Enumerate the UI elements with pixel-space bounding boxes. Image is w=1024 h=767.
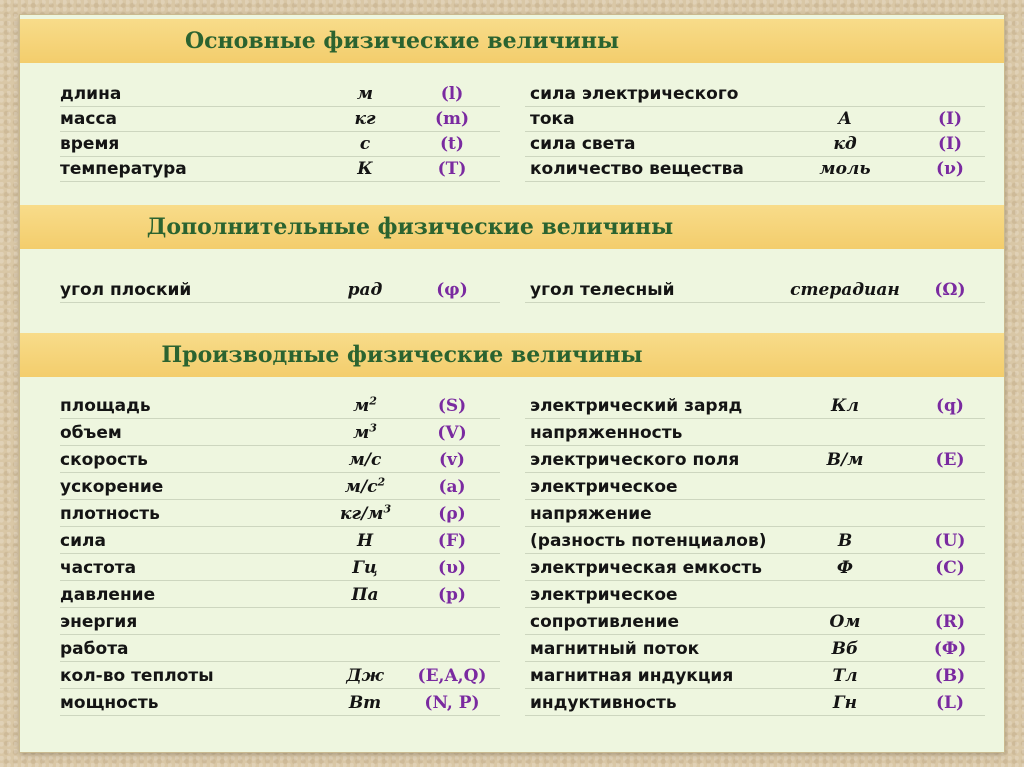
quantity-name: [60, 474, 163, 501]
quantity-name-text: количество вещества: [530, 159, 744, 179]
row-divider: [525, 634, 985, 635]
unit-symbol-text: Ф: [836, 558, 854, 578]
row-divider: [60, 607, 500, 608]
quantity-name-text: масса: [60, 109, 117, 129]
quantity-symbol: [920, 582, 980, 609]
quantity-symbol-text: (I): [937, 134, 963, 154]
unit-symbol: [340, 156, 390, 183]
quantity-name: [60, 609, 137, 636]
unit-symbol: [780, 420, 910, 447]
quantity-name-text: электрическое: [530, 477, 678, 497]
quantity-symbol: [404, 609, 500, 636]
section-header-additional: [20, 205, 1004, 249]
quantity-symbol-text: (Ω): [934, 280, 966, 300]
quantity-name-text: электрическое: [530, 585, 678, 605]
quantity-name: [530, 81, 738, 108]
unit-symbol-text: м: [353, 423, 370, 443]
quantity-name: [530, 106, 575, 133]
row-divider: [60, 715, 500, 716]
quantity-name-text: сила: [60, 531, 106, 551]
unit-symbol: [340, 609, 390, 636]
quantity-symbol: [920, 156, 980, 183]
quantity-name-text: магнитный поток: [530, 639, 700, 659]
quantity-symbol-text: (v): [439, 450, 465, 470]
quantity-name: [530, 447, 739, 474]
unit-symbol-text: м/с: [344, 477, 378, 497]
row-divider: [60, 688, 500, 689]
quantity-symbol-text: (C): [935, 558, 965, 578]
quantity-symbol-text: (B): [934, 666, 966, 686]
table-row: [20, 420, 1004, 447]
table-row: [20, 474, 1004, 501]
unit-symbol-text: Кл: [831, 396, 859, 416]
quantity-symbol: [920, 474, 980, 501]
quantity-symbol: [404, 277, 500, 304]
quantity-name-text: напряжение: [530, 504, 652, 524]
unit-symbol: [340, 420, 390, 447]
quantity-name: [530, 131, 636, 158]
quantity-symbol: [404, 690, 500, 717]
quantity-symbol: [920, 81, 980, 108]
unit-symbol: [340, 393, 390, 420]
quantity-name: [530, 474, 678, 501]
quantity-name-text: энергия: [60, 612, 138, 632]
quantity-symbol-text: (U): [934, 531, 966, 551]
unit-symbol-text: Вт: [348, 693, 382, 713]
unit-symbol-text: кг/м: [340, 504, 384, 524]
row-divider: [525, 688, 985, 689]
quantity-name-text: плотность: [60, 504, 160, 524]
quantity-symbol: [920, 131, 980, 158]
row-divider: [60, 181, 500, 182]
quantity-symbol-text: (p): [438, 585, 466, 605]
row-divider: [525, 499, 985, 500]
quantity-symbol-text: (φ): [436, 280, 468, 300]
quantity-name: [60, 636, 129, 663]
unit-symbol-exponent: 2: [377, 475, 386, 489]
quantity-name-text: мощность: [60, 693, 159, 713]
row-divider: [60, 499, 500, 500]
quantity-name: [60, 131, 119, 158]
quantity-name: [530, 555, 762, 582]
row-divider: [525, 181, 985, 182]
quantity-symbol: [404, 528, 500, 555]
row-divider: [525, 553, 985, 554]
table-row: [20, 555, 1004, 582]
unit-symbol: [780, 636, 910, 663]
unit-symbol: [780, 447, 910, 474]
quantity-symbol-text: (l): [440, 84, 464, 104]
quantity-name: [60, 447, 148, 474]
quantity-symbol-text: (a): [438, 477, 466, 497]
unit-symbol-text: К: [357, 159, 373, 179]
unit-symbol-text: Гн: [832, 693, 858, 713]
section-title-basic: Основные физические величины: [185, 28, 619, 54]
row-divider: [525, 472, 985, 473]
unit-symbol: [780, 501, 910, 528]
table-row: [20, 663, 1004, 690]
row-divider: [60, 472, 500, 473]
quantity-symbol-text: (υ): [438, 558, 466, 578]
quantity-symbol: [404, 131, 500, 158]
quantity-name-text: температура: [60, 159, 187, 179]
quantity-name: [530, 609, 679, 636]
quantity-symbol: [404, 447, 500, 474]
row-divider: [525, 661, 985, 662]
unit-symbol-text: кд: [833, 134, 857, 154]
unit-symbol: [340, 582, 390, 609]
unit-symbol: [340, 106, 390, 133]
table-row: [20, 131, 1004, 158]
quantity-name-text: индуктивность: [530, 693, 677, 713]
quantity-symbol-text: (m): [434, 109, 470, 129]
quantity-name-text: магнитная индукция: [530, 666, 734, 686]
row-divider: [525, 580, 985, 581]
unit-symbol: [780, 81, 910, 108]
unit-symbol-text: Дж: [346, 666, 384, 686]
quantity-symbol: [920, 106, 980, 133]
unit-symbol-text: стерадиан: [790, 280, 900, 300]
quantity-symbol: [920, 420, 980, 447]
unit-symbol: [340, 277, 390, 304]
quantity-symbol-text: (V): [437, 423, 467, 443]
quantity-name-text: электрический заряд: [530, 396, 743, 416]
unit-symbol: [780, 663, 910, 690]
row-divider: [525, 715, 985, 716]
unit-symbol-text: м/с: [348, 450, 382, 470]
unit-symbol: [340, 81, 390, 108]
unit-symbol: [340, 636, 390, 663]
table-row: [20, 81, 1004, 108]
unit-symbol-text: м: [353, 396, 370, 416]
unit-symbol-text: А: [838, 109, 852, 129]
unit-symbol-text: Вб: [831, 639, 859, 659]
quantity-name: [60, 528, 106, 555]
row-divider: [525, 418, 985, 419]
table-row: [20, 447, 1004, 474]
quantity-name: [60, 393, 151, 420]
quantity-symbol-text: (ρ): [438, 504, 466, 524]
quantity-symbol: [404, 555, 500, 582]
unit-symbol-text: Па: [351, 585, 379, 605]
unit-symbol-text: с: [359, 134, 371, 154]
quantity-name: [60, 690, 158, 717]
section-header-derived: [20, 333, 1004, 377]
row-divider: [60, 634, 500, 635]
quantity-symbol-text: (L): [935, 693, 965, 713]
quantity-name-text: скорость: [60, 450, 148, 470]
table-row: [20, 690, 1004, 717]
quantity-name: [530, 690, 677, 717]
section-title-additional: Дополнительные физические величины: [146, 214, 674, 240]
quantity-symbol-text: (S): [437, 396, 467, 416]
quantity-name: [530, 277, 674, 304]
unit-symbol: [340, 501, 390, 528]
quantity-symbol-text: (N, P): [424, 693, 480, 713]
quantity-name-text: сила электрического: [530, 84, 739, 104]
quantity-symbol: [404, 81, 500, 108]
unit-symbol-text: Тл: [832, 666, 858, 686]
quantity-symbol-text: (I): [937, 109, 963, 129]
quantity-name-text: напряженность: [530, 423, 683, 443]
quantity-symbol: [920, 393, 980, 420]
unit-symbol: [340, 690, 390, 717]
quantity-name: [60, 582, 155, 609]
unit-symbol-text: рад: [347, 280, 383, 300]
unit-symbol: [780, 474, 910, 501]
quantity-symbol: [404, 474, 500, 501]
row-divider: [60, 661, 500, 662]
quantity-symbol-text: (q): [936, 396, 964, 416]
unit-symbol: [780, 131, 910, 158]
row-divider: [60, 418, 500, 419]
unit-symbol: [780, 156, 910, 183]
unit-symbol: [780, 555, 910, 582]
table-row: [20, 106, 1004, 133]
quantity-name: [60, 106, 117, 133]
unit-symbol-text: Н: [356, 531, 374, 551]
quantity-symbol: [920, 555, 980, 582]
row-divider: [525, 607, 985, 608]
quantity-name: [530, 582, 678, 609]
quantity-name-text: давление: [60, 585, 156, 605]
physical-quantities-table: [20, 15, 1004, 752]
unit-symbol-text: м: [356, 84, 374, 104]
unit-symbol-exponent: 2: [369, 394, 377, 408]
quantity-name: [60, 156, 187, 183]
row-divider: [60, 302, 500, 303]
unit-symbol: [780, 582, 910, 609]
quantity-name: [530, 528, 767, 555]
quantity-name-text: угол телесный: [530, 280, 675, 300]
quantity-name-text: угол плоский: [60, 280, 192, 300]
quantity-name-text: тока: [530, 109, 575, 129]
unit-symbol-text: В: [837, 531, 853, 551]
quantity-symbol: [920, 528, 980, 555]
row-divider: [60, 580, 500, 581]
table-row: [20, 636, 1004, 663]
unit-symbol: [340, 528, 390, 555]
table-row: [20, 609, 1004, 636]
unit-symbol-text: Гц: [352, 558, 378, 578]
section-header-basic: [20, 19, 1004, 63]
unit-symbol-text: кг: [354, 109, 376, 129]
unit-symbol: [780, 277, 910, 304]
quantity-symbol-text: (t): [440, 134, 464, 154]
quantity-name: [60, 277, 191, 304]
table-row: [20, 582, 1004, 609]
unit-symbol-exponent: 3: [369, 421, 377, 435]
unit-symbol: [340, 555, 390, 582]
table-row: [20, 501, 1004, 528]
unit-symbol-text: моль: [819, 159, 871, 179]
quantity-name: [530, 663, 733, 690]
quantity-name: [530, 156, 744, 183]
quantity-symbol: [920, 636, 980, 663]
quantity-name-text: время: [60, 134, 120, 154]
quantity-name-text: кол-во теплоты: [60, 666, 214, 686]
quantity-name: [60, 555, 136, 582]
quantity-name: [60, 420, 122, 447]
quantity-symbol: [404, 501, 500, 528]
row-divider: [60, 553, 500, 554]
unit-symbol: [780, 609, 910, 636]
unit-symbol: [780, 106, 910, 133]
quantity-symbol-text: (E): [935, 450, 965, 470]
quantity-name: [60, 501, 160, 528]
quantity-name: [530, 393, 742, 420]
row-divider: [525, 302, 985, 303]
unit-symbol: [340, 474, 390, 501]
quantity-name-text: электрического поля: [530, 450, 740, 470]
section-title-derived: Производные физические величины: [161, 342, 643, 368]
unit-symbol-text: Ом: [829, 612, 861, 632]
unit-symbol-text: В/м: [826, 450, 864, 470]
quantity-name: [530, 420, 682, 447]
quantity-symbol: [920, 690, 980, 717]
quantity-name-text: ускорение: [60, 477, 164, 497]
unit-symbol: [340, 663, 390, 690]
quantity-name-text: (разность потенциалов): [530, 531, 767, 551]
quantity-symbol-text: (E,A,Q): [417, 666, 487, 686]
quantity-symbol: [404, 636, 500, 663]
quantity-symbol: [920, 277, 980, 304]
quantity-symbol: [404, 156, 500, 183]
row-divider: [525, 445, 985, 446]
quantity-name-text: объем: [60, 423, 122, 443]
quantity-symbol-text: (ν): [936, 159, 964, 179]
unit-symbol: [340, 447, 390, 474]
row-divider: [60, 526, 500, 527]
table-row: [20, 277, 1004, 304]
quantity-name-text: работа: [60, 639, 129, 659]
quantity-symbol: [404, 393, 500, 420]
quantity-name-text: частота: [60, 558, 137, 578]
quantity-symbol: [920, 663, 980, 690]
quantity-symbol-text: (Ф): [933, 639, 967, 659]
quantity-symbol: [404, 582, 500, 609]
table-row: [20, 156, 1004, 183]
quantity-name: [530, 501, 652, 528]
quantity-symbol-text: (T): [437, 159, 467, 179]
quantity-name: [60, 663, 214, 690]
unit-symbol: [340, 131, 390, 158]
quantity-name-text: площадь: [60, 396, 151, 416]
quantity-name-text: электрическая емкость: [530, 558, 762, 578]
row-divider: [525, 526, 985, 527]
quantity-symbol: [404, 106, 500, 133]
quantity-name: [60, 81, 121, 108]
quantity-name-text: сила света: [530, 134, 636, 154]
unit-symbol-exponent: 3: [383, 502, 392, 516]
unit-symbol: [780, 393, 910, 420]
quantity-name-text: длина: [60, 84, 122, 104]
table-row: [20, 528, 1004, 555]
unit-symbol: [780, 528, 910, 555]
quantity-symbol: [920, 609, 980, 636]
quantity-symbol: [404, 420, 500, 447]
unit-symbol: [780, 690, 910, 717]
quantity-symbol: [920, 501, 980, 528]
quantity-symbol: [920, 447, 980, 474]
table-row: [20, 393, 1004, 420]
quantity-symbol: [404, 663, 500, 690]
row-divider: [60, 445, 500, 446]
quantity-name: [530, 636, 699, 663]
quantity-name-text: сопротивление: [530, 612, 680, 632]
quantity-symbol-text: (F): [437, 531, 467, 551]
quantity-symbol-text: (R): [934, 612, 966, 632]
